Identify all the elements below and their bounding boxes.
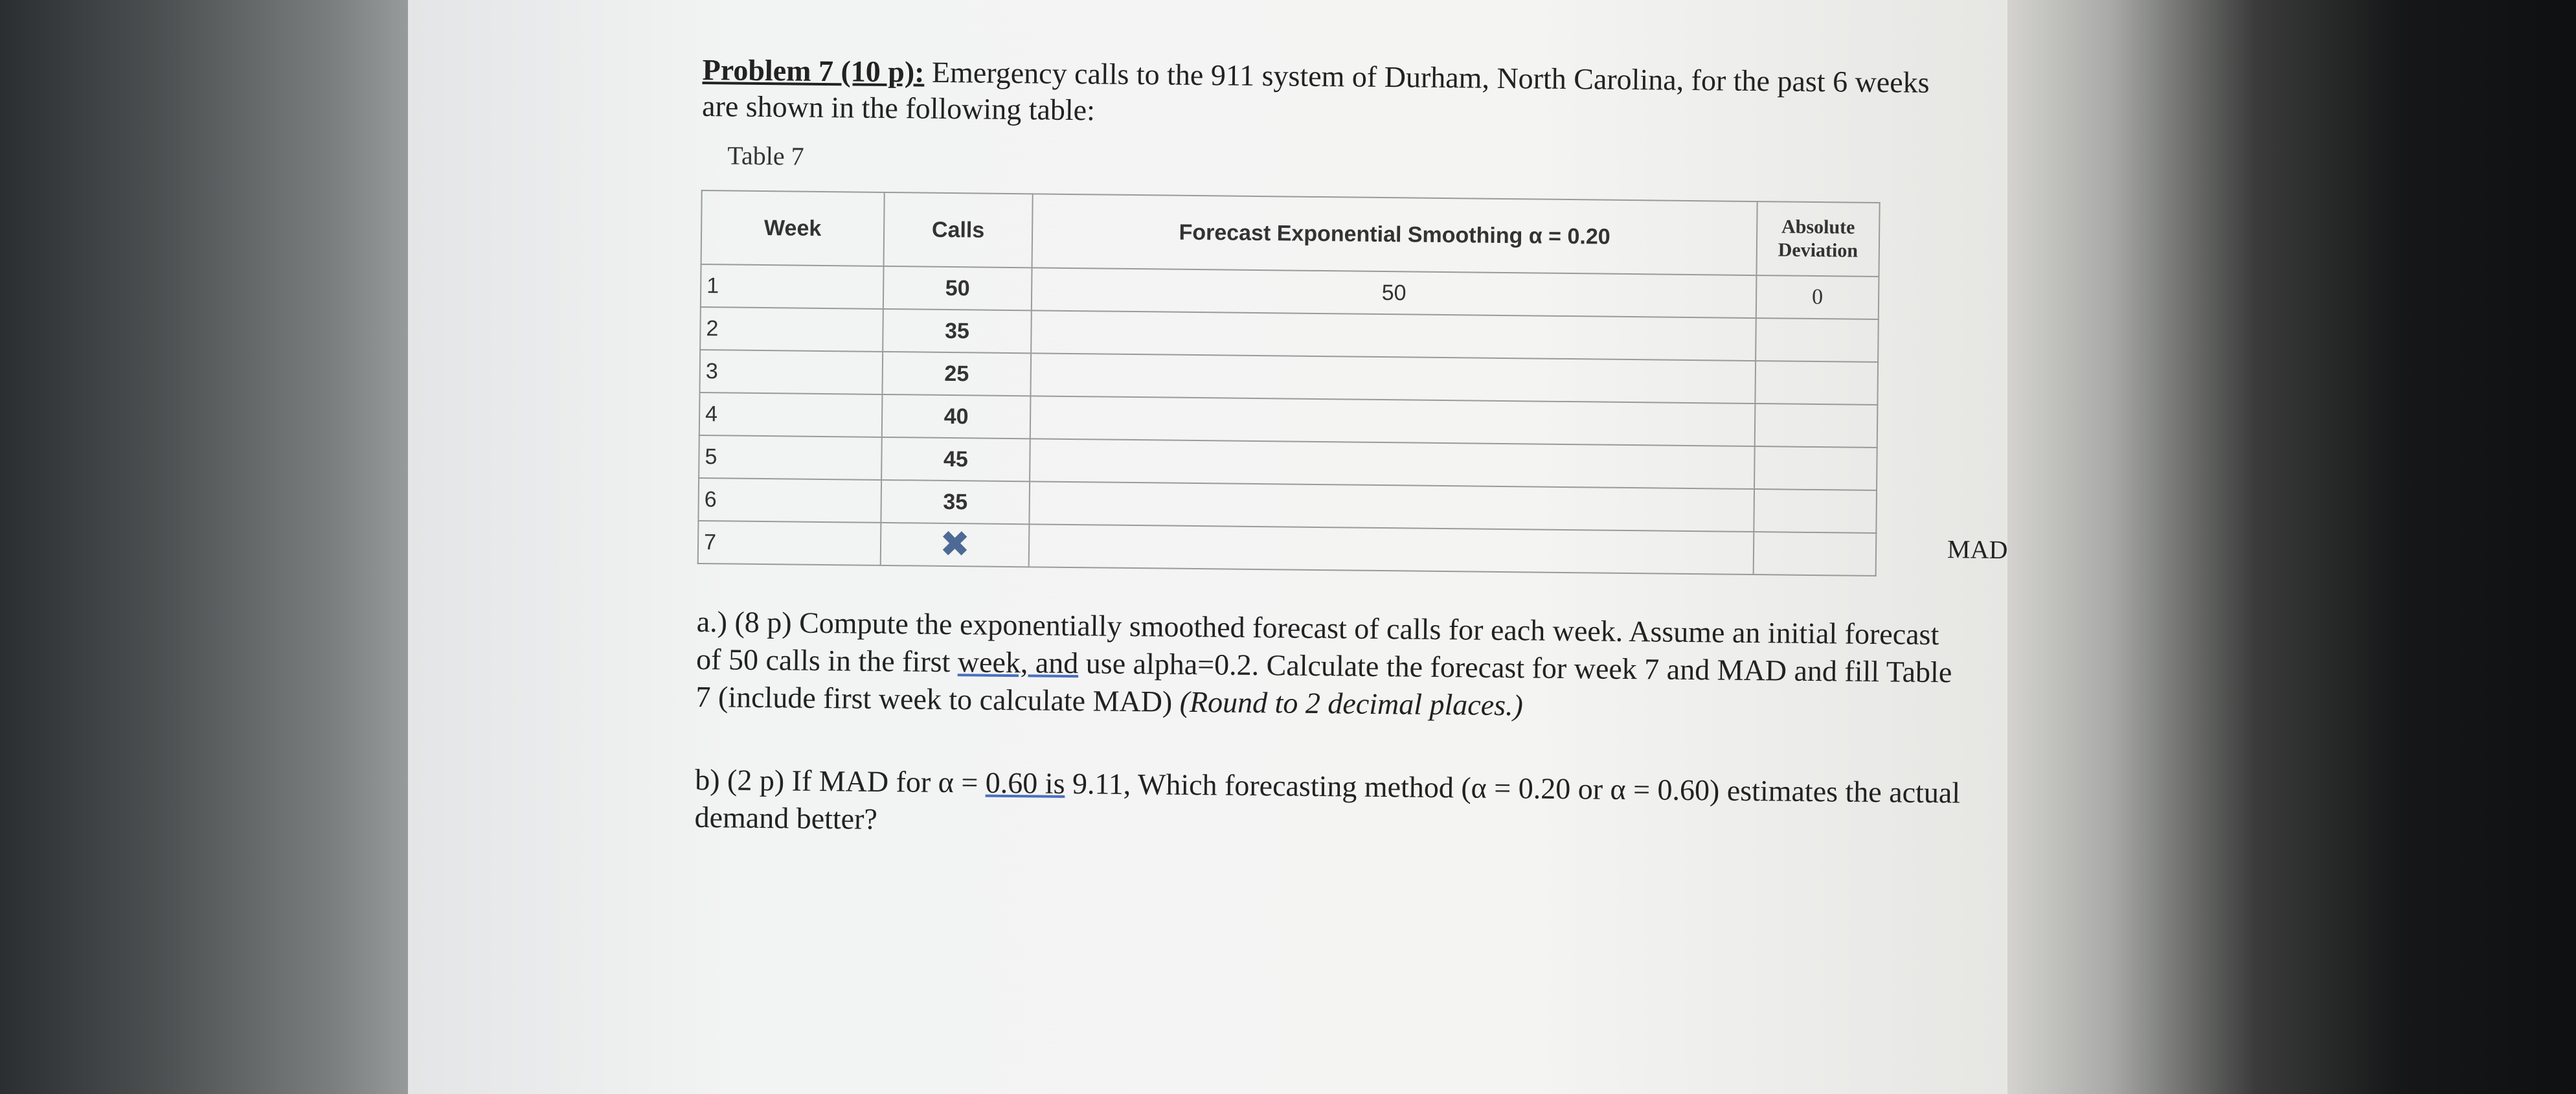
header-deviation: Absolute Deviation xyxy=(1756,201,1879,277)
calls-cell: 35 xyxy=(883,309,1032,353)
question-a-text-2: use alpha=0.2. Calculate the forecast for week 7 and MAD and fill Table 7 (include first week to calculate MAD) xyxy=(695,646,1952,718)
deviation-cell[interactable] xyxy=(1755,404,1878,448)
table-header-row xyxy=(701,190,1880,277)
question-b-underlined: 0.60 is xyxy=(985,766,1065,800)
forecast-cell[interactable]: 50 xyxy=(1032,268,1757,318)
week-cell: 4 xyxy=(699,393,883,437)
forecast-cell[interactable] xyxy=(1029,524,1754,575)
header-week: Week xyxy=(701,190,885,266)
forecast-cell[interactable] xyxy=(1029,481,1754,532)
header-forecast: Forecast Exponential Smoothing α = 0.20 xyxy=(1032,194,1757,275)
question-b-text-1: b) (2 p) If MAD for α = xyxy=(694,762,978,799)
forecast-cell[interactable] xyxy=(1031,310,1756,361)
problem-intro xyxy=(702,52,1933,137)
background-right xyxy=(1994,0,2576,1094)
question-a-underlined: week, and xyxy=(957,645,1079,680)
week-cell: 2 xyxy=(700,307,883,352)
x-mark-icon: ✖ xyxy=(939,523,971,564)
background-left xyxy=(0,0,414,1094)
week-cell: 1 xyxy=(701,264,884,309)
deviation-cell[interactable]: 0 xyxy=(1756,275,1879,319)
forecast-table xyxy=(697,190,1881,576)
forecast-cell[interactable] xyxy=(1030,396,1756,446)
calls-cell xyxy=(881,523,1030,567)
table-caption: Table 7 xyxy=(727,141,804,171)
problem-lead: Problem 7 (10 p): xyxy=(702,52,925,89)
deviation-cell[interactable] xyxy=(1754,489,1877,533)
deviation-cell[interactable] xyxy=(1754,446,1877,490)
calls-cell: 25 xyxy=(882,352,1031,396)
calls-cell: 35 xyxy=(881,480,1030,524)
question-b-text-2: 9.11, Which forecasting method (α = 0.20 or α = 0.60) estimates the actual demand better? xyxy=(694,767,1961,836)
problem-text: Emergency calls to the 911 system of Durham, North Carolina, for the past 6 weeks are shown in the following table: xyxy=(701,55,1930,127)
deviation-cell[interactable] xyxy=(1756,318,1879,362)
problem-content xyxy=(694,52,2030,850)
week-cell: 7 xyxy=(698,521,881,565)
week-cell: 3 xyxy=(699,350,883,394)
calls-cell: 40 xyxy=(882,394,1031,439)
deviation-cell[interactable] xyxy=(1755,361,1878,405)
question-a-text-1: a.) (8 p) Compute the exponentially smoothed forecast of calls for each week. Assume an initial forecast of 50 calls in the first xyxy=(695,604,1939,679)
calls-cell: 45 xyxy=(881,437,1030,481)
question-a-rounding-note: (Round to 2 decimal places.) xyxy=(1179,685,1524,722)
week-cell: 5 xyxy=(699,435,882,480)
question-b xyxy=(694,761,1990,850)
week-cell: 6 xyxy=(698,478,881,523)
calls-cell: 50 xyxy=(883,266,1032,310)
question-a xyxy=(695,603,1966,729)
forecast-cell[interactable] xyxy=(1030,353,1756,404)
mad-label: MAD xyxy=(1947,534,2008,565)
forecast-cell[interactable] xyxy=(1030,439,1755,489)
header-calls: Calls xyxy=(884,192,1033,268)
mad-value-cell[interactable] xyxy=(1754,532,1877,576)
